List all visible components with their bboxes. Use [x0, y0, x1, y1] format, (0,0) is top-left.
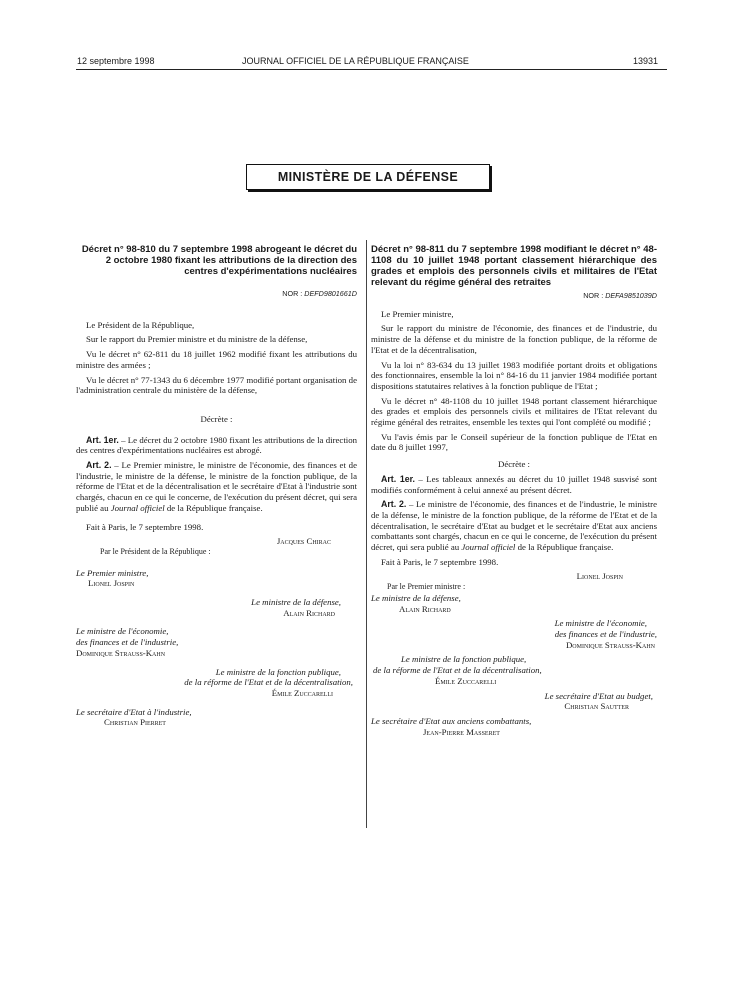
article-1 [76, 435, 357, 456]
fait-a-paris: Fait à Paris, le 7 septembre 1998. [86, 521, 204, 532]
decree-left [76, 244, 357, 728]
signature-title: Le Premier ministre, [76, 567, 149, 578]
signature-name: Jean-Pierre Masseret [423, 726, 500, 737]
article-1 [371, 474, 657, 495]
signature-title: de la réforme de l'Etat et de la décentralisation, [373, 665, 542, 676]
signature-title: Le secrétaire d'Etat à l'industrie, [76, 706, 192, 717]
fait-a-paris: Fait à Paris, le 7 septembre 1998. [381, 556, 499, 567]
preamble-vu-2: Vu le décret n° 48-1108 du 10 juillet 1948 portant classement hiérarchique des grades et emplois des personnels civils et militaires de l'Etat relevant du régime général des retraites, ensemble les textes qui l'ont complété ou modifié ; [371, 395, 657, 428]
decrete-heading: Décrète : [498, 459, 530, 470]
signature-title: des finances et de l'industrie, [554, 628, 657, 639]
nor-label: NOR : [583, 291, 604, 300]
signature-title: de la réforme de l'Etat et de la décentralisation, [184, 677, 353, 688]
signature-title: Le ministre de la défense, [371, 592, 461, 603]
signature-title: Le ministre de la fonction publique, [401, 654, 527, 665]
preamble-report: Sur le rapport du Premier ministre et du ministre de la défense, [86, 334, 308, 345]
signature-title: Le ministre de la défense, [251, 597, 341, 608]
header-page-number: 13931 [633, 56, 659, 66]
preamble-vu-1: Vu le décret n° 62-811 du 18 juillet 1962 modifié fixant les attributions du ministre des armées ; [76, 349, 357, 370]
signature-name: Émile Zuccarelli [271, 687, 333, 698]
nor-label: NOR : [282, 289, 303, 298]
nor-reference [76, 289, 357, 300]
article-2 [76, 460, 357, 514]
signature-name: Émile Zuccarelli [435, 675, 497, 686]
preamble-authority: Le Président de la République, [86, 319, 195, 330]
article-number: Art. 1er. [86, 434, 119, 445]
article-text-end: de la République française. [515, 542, 614, 553]
decrete-heading: Décrète : [200, 413, 233, 424]
signature-name: Dominique Strauss-Kahn [76, 647, 166, 658]
signature-name: Alain Richard [283, 607, 335, 618]
nor-reference [371, 291, 657, 302]
preamble-report: Sur le rapport du ministre de l'économie, des finances et de l'industrie, du ministre de la défense et du ministre de la fonction publique, de la réforme de l'Etat et de la décentralisation, [371, 323, 657, 355]
signer-prime-minister: Lionel Jospin [576, 571, 623, 582]
decree-title: Décret n° 98-811 du 7 septembre 1998 modifiant le décret n° 48-1108 du 10 juillet 1948 portant classement hiérarchique des grades et emplois des personnels civils et militaires de l'Etat relevant du régime général des retraites [371, 244, 657, 288]
signature-name: Dominique Strauss-Kahn [565, 639, 655, 650]
article-number: Art. 1er. [381, 473, 415, 484]
article-number: Art. 2. [86, 460, 112, 471]
signature-name: Alain Richard [399, 603, 451, 614]
signature-title: Le secrétaire d'Etat aux anciens combattants, [371, 715, 532, 726]
column-divider [366, 240, 367, 828]
article-text-end: de la République française. [164, 502, 263, 513]
decree-title: Décret n° 98-810 du 7 septembre 1998 abrogeant le décret du 2 octobre 1980 fixant les attributions de la direction des centres d'expérimentations nucléaires [81, 244, 357, 277]
header-rule [76, 69, 667, 70]
signature-title: Le secrétaire d'Etat au budget, [544, 690, 653, 701]
signature-title: des finances et de l'industrie, [76, 637, 179, 648]
par-le-premier-ministre: Par le Premier ministre : [387, 582, 466, 592]
article-text: – Le ministre de l'économie, des finances et de l'industrie, le ministre de la défense, le ministre de la fonction publique, de la réforme de l'Etat et de la décentralisation, le secrétaire d'Etat au budget et le secrétaire d'Etat aux anciens combattants sont chargés, chacun en ce qui le concerne, de l'exécution du présent décret, qui sera publié au [371, 499, 657, 553]
header-date: 12 septembre 1998 [77, 56, 155, 66]
article-text: – Les tableaux annexés au décret du 10 juillet 1948 susvisé sont modifiés conformément à celui annexé au présent décret. [371, 473, 657, 495]
signature-name: Christian Pierret [104, 717, 166, 728]
ministry-heading: MINISTÈRE DE LA DÉFENSE [246, 164, 490, 190]
nor-code: DEFD9801661D [304, 289, 357, 298]
signer-president: Jacques Chirac [276, 536, 331, 547]
decree-right [371, 244, 657, 737]
signature-name: Lionel Jospin [88, 578, 135, 589]
signature-name: Christian Sautter [564, 701, 629, 712]
signature-title: Le ministre de l'économie, [554, 618, 647, 629]
signature-title: Le ministre de l'économie, [76, 626, 169, 637]
article-number: Art. 2. [381, 499, 407, 510]
preamble-vu-1: Vu la loi n° 83-634 du 13 juillet 1983 modifiée portant droits et obligations des fonctionnaires, ensemble la loi n° 84-16 du 11 janvier 1984 modifiée portant dispositions statutaires relatives à la fonction publique de l'Etat ; [371, 359, 657, 391]
article-2 [371, 499, 657, 553]
journal-officiel-ref: Journal officiel [461, 542, 516, 553]
preamble-authority: Le Premier ministre, [381, 308, 454, 319]
article-text: – Le décret du 2 octobre 1980 fixant les attributions de la direction des centres d'expérimentations nucléaires est abrogé. [76, 434, 357, 456]
nor-code: DEFA9851039D [605, 291, 657, 300]
header-journal-title: JOURNAL OFFICIEL DE LA RÉPUBLIQUE FRANÇAISE [242, 56, 469, 66]
journal-officiel-ref: Journal officiel [110, 502, 165, 513]
preamble-vu-2: Vu le décret n° 77-1343 du 6 décembre 1977 modifié portant organisation de l'administration centrale du ministère de la défense, [76, 374, 357, 396]
par-le-president: Par le Président de la République : [100, 546, 211, 556]
signature-title: Le ministre de la fonction publique, [215, 666, 341, 677]
preamble-avis: Vu l'avis émis par le Conseil supérieur de la fonction publique de l'Etat en date du 8 juillet 1997, [371, 431, 657, 453]
article-text: – Le Premier ministre, le ministre de l'économie, des finances et de l'industrie, le ministre de la défense, le ministre de la fonction publique, de la réforme de l'Etat et de la décentralisation et le secrétaire d'Etat à l'industrie sont chargés, chacun en ce qui le concerne, de l'exécution du présent décret, qui sera publié au [76, 460, 357, 513]
